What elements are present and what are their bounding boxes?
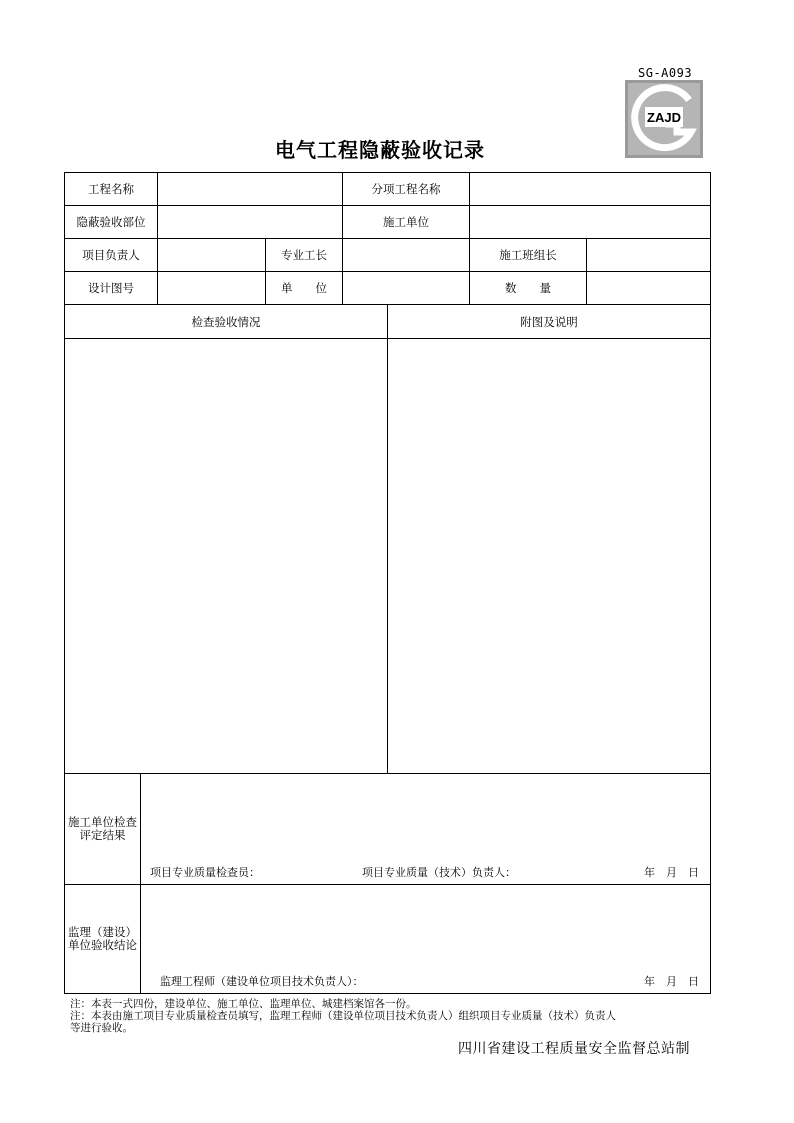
label-supervision-line2: 单位验收结论 [68, 938, 137, 952]
construction-check-date: 年 月 日 [644, 866, 699, 879]
header-inspection-status: 检查验收情况 [191, 314, 261, 329]
inspector-signature-label: 项目专业质量检查员： [150, 866, 260, 879]
label-unit: 单 位 [281, 281, 327, 295]
label-design-drawing-no: 设计图号 [88, 281, 134, 295]
label-construction-check [65, 774, 140, 884]
note-line-1: 注：本表一式四份，建设单位、施工单位、监理单位、城建档案馆各一份。 [70, 998, 417, 1010]
label-supervision-conclusion [65, 885, 140, 993]
supervision-date: 年 月 日 [644, 975, 699, 988]
page-title: 电气工程隐蔽验收记录 [275, 138, 485, 162]
label-supervision-line1: 监理（建设） [68, 925, 137, 939]
form-code: SG-A093 [638, 66, 693, 80]
label-team-leader: 施工班组长 [499, 248, 557, 262]
label-project-manager: 项目负责人 [82, 248, 140, 262]
label-sub-project-name: 分项工程名称 [371, 182, 441, 196]
tech-lead-signature-label: 项目专业质量（技术）负责人： [362, 866, 516, 879]
supervision-engineer-label: 监理工程师（建设单位项目技术负责人）： [160, 975, 364, 988]
label-hidden-acceptance-part: 隐蔽验收部位 [76, 215, 146, 229]
label-project-name: 工程名称 [88, 182, 134, 196]
label-construction-unit: 施工单位 [383, 215, 429, 229]
label-foreman: 专业工长 [281, 248, 327, 262]
header-attached-drawing-notes: 附图及说明 [520, 314, 578, 329]
label-construction-check-line2: 评定结果 [79, 828, 126, 842]
label-construction-check-line1: 施工单位检查 [68, 815, 137, 829]
note-line-2: 注：本表由施工项目专业质量检查员填写，监理工程师（建设单位项目技术负责人）组织项目专业质量（技术）负责人 [70, 1010, 616, 1022]
note-line-3: 等进行验收。 [70, 1022, 133, 1034]
logo-text: ZAJD [647, 110, 681, 125]
issuer-footer: 四川省建设工程质量安全监督总站制 [458, 1041, 690, 1057]
label-quantity: 数 量 [505, 281, 551, 295]
